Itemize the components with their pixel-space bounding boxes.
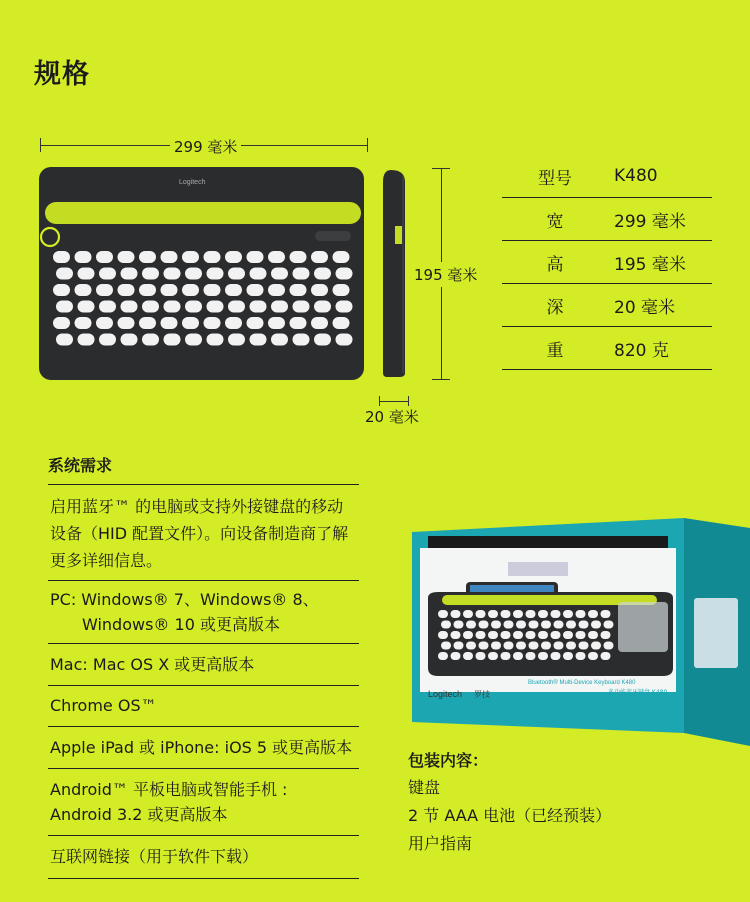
key-cap — [164, 268, 181, 280]
spec-value: 20 毫米 — [614, 297, 676, 318]
key-cap — [538, 631, 548, 639]
key-cap — [225, 317, 242, 329]
key-cap — [53, 284, 70, 296]
key-cap — [185, 268, 202, 280]
key-cap — [311, 317, 328, 329]
requirement-chrome: Chrome OS™ — [48, 686, 359, 727]
key-cap — [441, 621, 451, 629]
key-cap — [513, 652, 523, 660]
key-cap — [78, 334, 95, 346]
key-cap — [99, 334, 116, 346]
key-cap — [56, 268, 73, 280]
key-cap — [293, 268, 310, 280]
key-cap — [250, 334, 267, 346]
width-dimension-label: 299 毫米 — [170, 136, 241, 157]
key-cap — [99, 301, 116, 313]
key-cap — [314, 334, 331, 346]
spec-value: 299 毫米 — [614, 211, 686, 232]
key-cap — [247, 284, 264, 296]
key-cap — [75, 317, 92, 329]
key-cap — [336, 301, 353, 313]
key-cap — [591, 642, 601, 650]
depth-dimension-label: 20 毫米 — [365, 408, 419, 426]
key-cap — [476, 631, 486, 639]
key-cap — [250, 268, 267, 280]
key-cap — [454, 621, 464, 629]
key-cap — [336, 268, 353, 280]
key-cap — [53, 251, 70, 263]
key-cap — [142, 301, 159, 313]
key-cap — [529, 642, 539, 650]
key-cap — [504, 621, 514, 629]
key-cap — [96, 317, 113, 329]
keyboard-front-image — [39, 167, 364, 380]
key-cap — [293, 334, 310, 346]
key-cap — [541, 642, 551, 650]
key-cap — [476, 610, 486, 618]
spec-row-model — [502, 155, 712, 198]
key-cap — [142, 334, 159, 346]
key-cap — [225, 284, 242, 296]
keyboard-logo-text: Logitech — [179, 179, 206, 186]
spec-key: 宽 — [546, 211, 564, 232]
key-cap — [161, 284, 178, 296]
key-cap — [526, 631, 536, 639]
key-cap — [441, 642, 451, 650]
key-cap — [78, 301, 95, 313]
key-cap — [290, 251, 307, 263]
box-logo-cn: 罗技 — [474, 690, 490, 699]
spec-key: 高 — [546, 254, 564, 275]
key-cap — [333, 284, 350, 296]
key-cap — [604, 642, 614, 650]
key-cap — [516, 642, 526, 650]
requirement-pc-line1: PC: Windows® 7、Windows® 8、 — [50, 590, 319, 609]
key-cap — [139, 284, 156, 296]
key-cap — [501, 631, 511, 639]
requirement-android — [48, 769, 359, 836]
key-cap — [207, 268, 224, 280]
key-cap — [576, 631, 586, 639]
key-cap — [290, 317, 307, 329]
spec-key: 重 — [546, 340, 564, 361]
key-cap — [182, 251, 199, 263]
height-dimension-label: 195 毫米 — [414, 262, 477, 287]
key-cap — [207, 334, 224, 346]
key-cap — [75, 284, 92, 296]
spec-value: K480 — [614, 166, 658, 186]
requirements-intro: 启用蓝牙™ 的电脑或支持外接键盘的移动设备（HID 配置文件）。向设备制造商了解更多详细信息。 — [48, 485, 359, 581]
key-cap — [566, 621, 576, 629]
key-cap — [271, 301, 288, 313]
key-cap — [516, 621, 526, 629]
key-cap — [56, 334, 73, 346]
key-cap — [563, 652, 573, 660]
key-cap — [228, 268, 245, 280]
key-cap — [204, 317, 221, 329]
key-cap — [451, 631, 461, 639]
key-cap — [488, 631, 498, 639]
requirement-android-line1: Android™ 平板电脑或智能手机 : — [50, 780, 288, 799]
key-cap — [204, 284, 221, 296]
key-cap — [604, 621, 614, 629]
key-cap — [56, 301, 73, 313]
package-item: 2 节 AAA 电池（已经预装） — [408, 806, 612, 825]
spec-row-weight — [502, 327, 712, 370]
key-cap — [118, 317, 135, 329]
key-cap — [576, 652, 586, 660]
requirement-pc — [48, 581, 359, 644]
key-cap — [588, 652, 598, 660]
key-cap — [99, 268, 116, 280]
key-cap — [513, 610, 523, 618]
key-cap — [454, 642, 464, 650]
key-cap — [228, 334, 245, 346]
key-cap — [551, 631, 561, 639]
key-cap — [451, 610, 461, 618]
package-item: 用户指南 — [408, 834, 473, 853]
key-cap — [53, 317, 70, 329]
key-cap — [601, 652, 611, 660]
key-cap — [314, 268, 331, 280]
key-cap — [601, 631, 611, 639]
spec-row-height — [502, 241, 712, 284]
key-cap — [601, 610, 611, 618]
key-cap — [576, 610, 586, 618]
spec-row-width — [502, 198, 712, 241]
key-cap — [438, 610, 448, 618]
requirement-pc-line2: Windows® 10 或更高版本 — [82, 615, 280, 634]
depth-dimension-line — [379, 396, 409, 406]
key-cap — [185, 301, 202, 313]
key-cap — [139, 251, 156, 263]
key-cap — [566, 642, 576, 650]
key-cap — [466, 621, 476, 629]
key-cap — [491, 642, 501, 650]
key-cap — [204, 251, 221, 263]
requirements-title: 系统需求 — [48, 453, 359, 485]
key-cap — [463, 652, 473, 660]
key-cap — [541, 621, 551, 629]
spec-value: 195 毫米 — [614, 254, 686, 275]
spec-key: 深 — [546, 297, 564, 318]
key-cap — [526, 610, 536, 618]
keyboard-side-image — [381, 168, 407, 379]
requirement-android-line2: Android 3.2 或更高版本 — [50, 805, 228, 824]
key-cap — [579, 621, 589, 629]
spec-key: 型号 — [538, 168, 572, 189]
key-cap — [311, 251, 328, 263]
key-cap — [551, 610, 561, 618]
key-cap — [121, 334, 138, 346]
key-cap — [139, 317, 156, 329]
package-item: 键盘 — [408, 778, 441, 797]
key-cap — [228, 301, 245, 313]
page-title: 规格 — [34, 59, 90, 90]
key-cap — [563, 631, 573, 639]
key-cap — [268, 251, 285, 263]
key-cap — [290, 284, 307, 296]
key-cap — [121, 268, 138, 280]
key-cap — [479, 642, 489, 650]
key-cap — [247, 251, 264, 263]
key-cap — [268, 317, 285, 329]
system-requirements — [48, 453, 359, 879]
key-cap — [476, 652, 486, 660]
key-cap — [451, 652, 461, 660]
package-title: 包装内容： — [408, 751, 489, 770]
key-cap — [225, 251, 242, 263]
key-cap — [479, 621, 489, 629]
key-cap — [161, 317, 178, 329]
key-cap — [554, 642, 564, 650]
key-cap — [247, 317, 264, 329]
key-cap — [161, 251, 178, 263]
key-cap — [438, 652, 448, 660]
requirement-apple: Apple iPad 或 iPhone: iOS 5 或更高版本 — [48, 727, 359, 769]
key-cap — [182, 284, 199, 296]
key-cap — [551, 652, 561, 660]
key-cap — [207, 301, 224, 313]
key-cap — [118, 284, 135, 296]
key-cap — [96, 284, 113, 296]
key-cap — [554, 621, 564, 629]
key-cap — [563, 610, 573, 618]
key-cap — [588, 610, 598, 618]
specs-table — [502, 155, 712, 370]
key-cap — [121, 301, 138, 313]
key-cap — [501, 610, 511, 618]
key-cap — [491, 621, 501, 629]
box-logo-text: Logitech — [428, 689, 463, 699]
key-cap — [182, 317, 199, 329]
key-cap — [463, 610, 473, 618]
key-cap — [333, 317, 350, 329]
key-cap — [75, 251, 92, 263]
key-cap — [501, 652, 511, 660]
key-cap — [529, 621, 539, 629]
key-cap — [579, 642, 589, 650]
key-cap — [438, 631, 448, 639]
key-cap — [513, 631, 523, 639]
key-cap — [250, 301, 267, 313]
spec-value: 820 克 — [614, 340, 669, 361]
key-cap — [164, 301, 181, 313]
package-contents — [408, 748, 611, 858]
key-cap — [591, 621, 601, 629]
key-cap — [271, 334, 288, 346]
key-cap — [526, 652, 536, 660]
key-cap — [268, 284, 285, 296]
product-box-image — [408, 518, 750, 748]
box-product-title-cn: 多功能蓝牙键盘 K480 — [608, 689, 668, 696]
key-cap — [336, 334, 353, 346]
key-cap — [78, 268, 95, 280]
key-cap — [96, 251, 113, 263]
key-cap — [293, 301, 310, 313]
key-cap — [488, 610, 498, 618]
requirement-mac: Mac: Mac OS X 或更高版本 — [48, 644, 359, 686]
width-dimension-line — [40, 138, 368, 156]
key-cap — [488, 652, 498, 660]
key-cap — [466, 642, 476, 650]
key-cap — [463, 631, 473, 639]
requirement-internet: 互联网链接（用于软件下载） — [48, 836, 359, 879]
spec-row-depth — [502, 284, 712, 327]
key-cap — [271, 268, 288, 280]
key-cap — [185, 334, 202, 346]
key-cap — [311, 284, 328, 296]
key-cap — [588, 631, 598, 639]
box-product-title: Bluetooth® Multi-Device Keyboard K480 — [528, 680, 636, 686]
key-cap — [142, 268, 159, 280]
key-cap — [333, 251, 350, 263]
key-cap — [164, 334, 181, 346]
key-cap — [118, 251, 135, 263]
key-cap — [538, 652, 548, 660]
key-cap — [538, 610, 548, 618]
key-cap — [504, 642, 514, 650]
key-cap — [314, 301, 331, 313]
